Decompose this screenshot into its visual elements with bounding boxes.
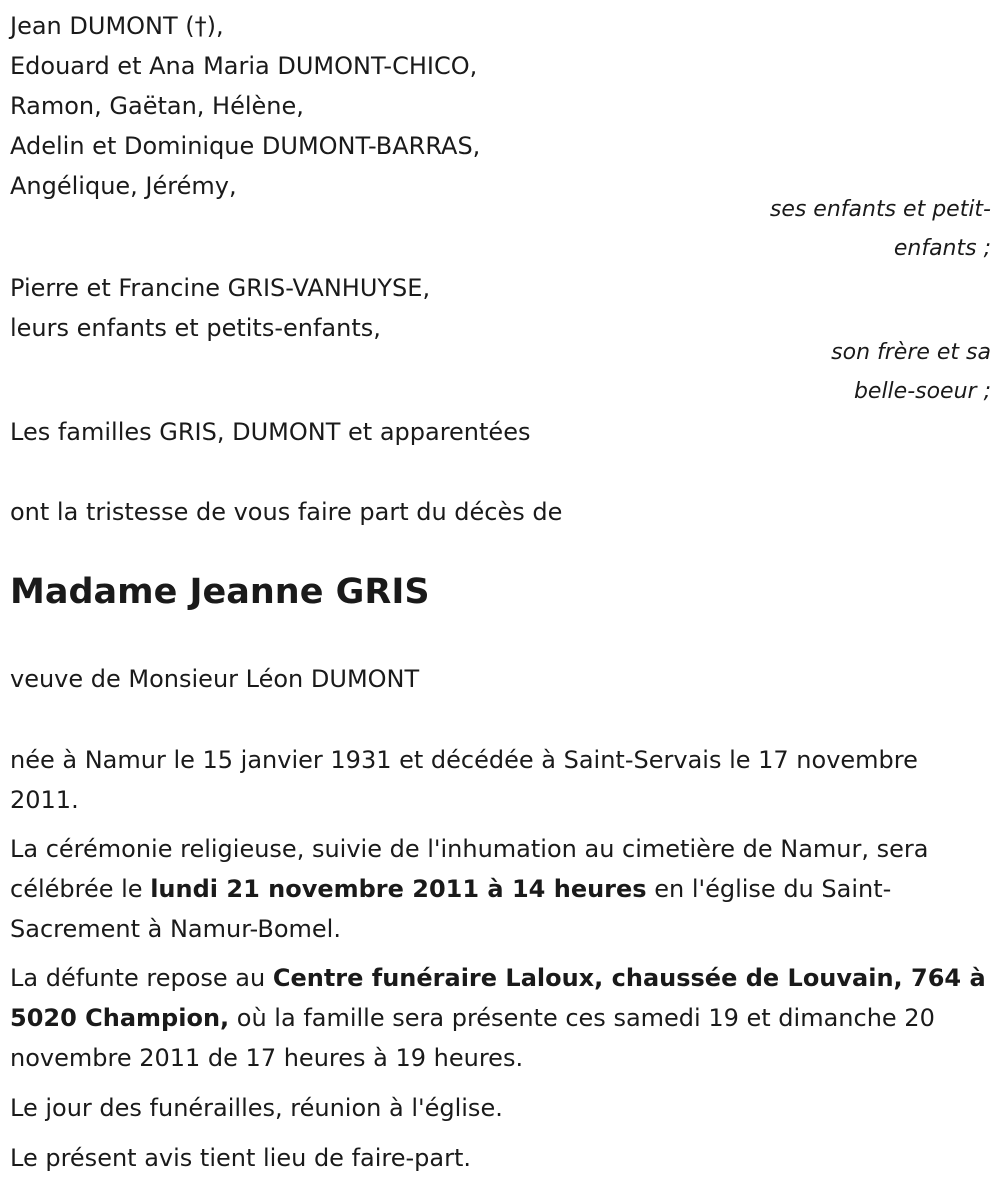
family-line-grandchildren-1: Ramon, Gaëtan, Hélène, [10,92,304,120]
relation-children-line2: enfants ; [893,236,991,261]
family-line-jean: Jean DUMONT (†), [10,12,224,40]
ceremony-paragraph [10,829,990,949]
birth-death-paragraph: née à Namur le 15 janvier 1931 et décédée à Saint-Servais le 17 novembre 2011. [10,746,918,814]
family-line-grandchildren-2: Angélique, Jérémy, [10,172,237,200]
deceased-name: Madame Jeanne GRIS [10,572,430,612]
visitation-place: Centre funéraire Laloux, chaussée de Louvain, 764 à 5020 Champion, [10,964,986,1032]
ceremony-text-after: en l'église du Saint-Sacrement à Namur-Bomel. [10,875,892,943]
family-line-adelin: Adelin et Dominique DUMONT-BARRAS, [10,132,481,160]
ceremony-date-time: lundi 21 novembre 2011 à 14 heures [150,875,647,903]
family-line-their-children: leurs enfants et petits-enfants, [10,314,381,342]
family-line-pierre: Pierre et Francine GRIS-VANHUYSE, [10,274,431,302]
relation-sibling-line2: belle-soeur ; [853,379,991,404]
announcement-text: ont la tristesse de vous faire part du décès de [10,498,563,526]
notice-text: Le présent avis tient lieu de faire-part. [10,1144,472,1172]
visitation-paragraph [10,958,990,1078]
relation-children-line1: ses enfants et petit- [769,197,991,222]
family-line-edouard: Edouard et Ana Maria DUMONT-CHICO, [10,52,478,80]
visitation-text-after: où la famille sera présente ces samedi 19 et dimanche 20 novembre 2011 de 17 heures à 19 heures. [10,1004,935,1072]
visitation-text-before: La défunte repose au [10,964,273,992]
funeral-day-text: Le jour des funérailles, réunion à l'église. [10,1094,503,1122]
widow-of-text: veuve de Monsieur Léon DUMONT [10,665,420,693]
ceremony-text-before: La cérémonie religieuse, suivie de l'inhumation au cimetière de Namur, sera célébrée le [10,835,929,903]
relation-sibling-line1: son frère et sa [831,340,991,365]
family-line-families: Les familles GRIS, DUMONT et apparentées [10,418,531,446]
